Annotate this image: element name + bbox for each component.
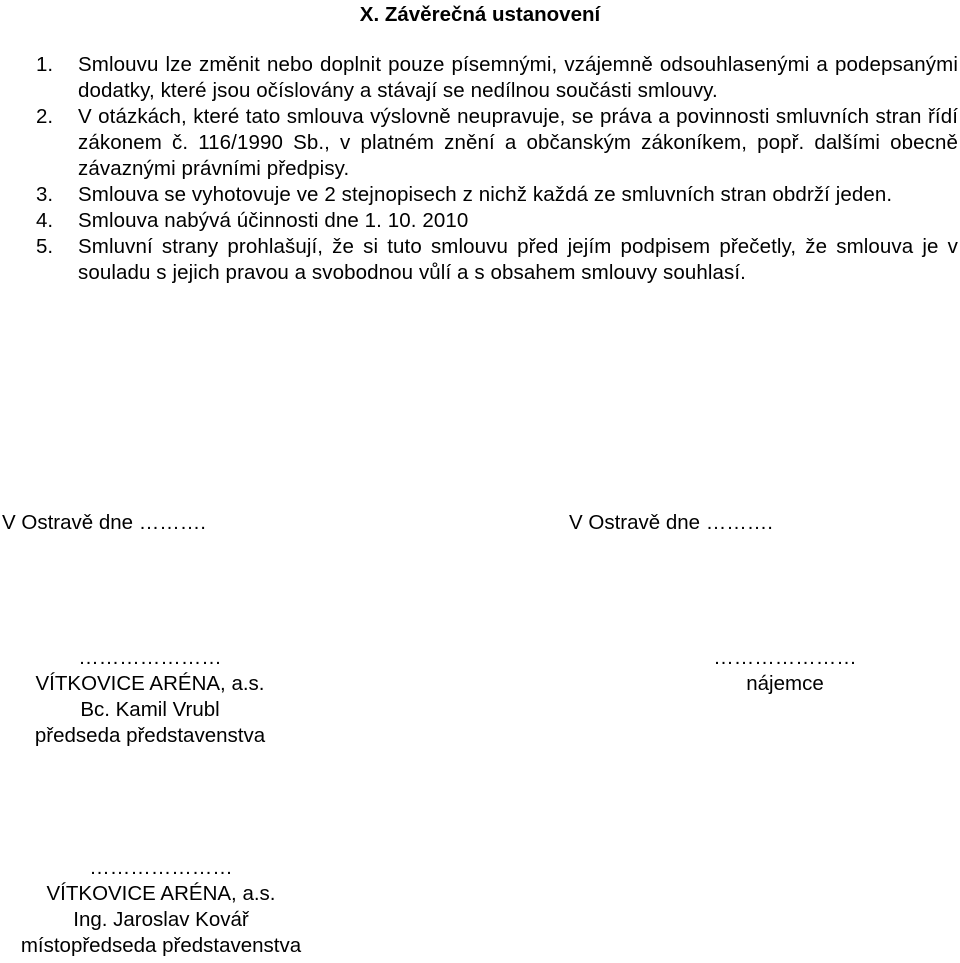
clause-text: V otázkách, které tato smlouva výslovně neupravuje, se práva a povinnosti smluvních stran řídí zákonem č. 116/1990 Sb., v platném znění a občanským zákoníkem, popř. dalšími obecně závaznými právními předpisy. xyxy=(78,105,958,180)
clause-item xyxy=(36,208,958,234)
signatory-name: Bc. Kamil Vrubl xyxy=(80,698,220,721)
signature-block-bottom xyxy=(0,855,322,959)
signatory-organization: VÍTKOVICE ARÉNA, a.s. xyxy=(46,882,276,905)
clause-item xyxy=(36,182,958,208)
clause-item xyxy=(36,234,958,286)
signatory-role: nájemce xyxy=(746,672,824,695)
clause-text: Smlouva nabývá účinnosti dne 1. 10. 2010 xyxy=(78,209,469,232)
clause-text: Smlouva se vyhotovuje ve 2 stejnopisech z nichž každá ze smluvních stran obdrží jeden. xyxy=(78,183,893,206)
signatory-organization: VÍTKOVICE ARÉNA, a.s. xyxy=(35,672,265,695)
clause-number: 5. xyxy=(36,235,54,258)
clause-number: 3. xyxy=(36,183,54,206)
clause-text: Smluvní strany prohlašují, že si tuto smlouvu před jejím podpisem přečetly, že smlouva je v souladu s jejich pravou a svobodnou vůlí a s obsahem smlouvy souhlasí. xyxy=(78,235,958,284)
signature-block-left xyxy=(0,645,300,749)
clause-text: Smlouvu lze změnit nebo doplnit pouze písemnými, vzájemně odsouhlasenými a podepsanými dodatky, které jsou očíslovány a stávají se nedílnou součásti smlouvy. xyxy=(78,53,958,102)
clause-number: 1. xyxy=(36,53,54,76)
signature-line: ………………… xyxy=(89,856,233,879)
signatory-name: Ing. Jaroslav Kovář xyxy=(73,908,249,931)
signature-line: ………………… xyxy=(78,646,222,669)
clause-number: 4. xyxy=(36,209,54,232)
clause-item xyxy=(36,104,958,182)
clause-list xyxy=(36,52,958,286)
signatory-role: předseda představenstva xyxy=(34,724,266,747)
signature-block-right xyxy=(640,645,930,697)
section-heading: X. Závěrečná ustanovení xyxy=(359,3,601,26)
place-date-right: V Ostravě dne ………. xyxy=(569,511,773,534)
signature-line: ………………… xyxy=(713,646,857,669)
place-date-left: V Ostravě dne ………. xyxy=(2,511,206,534)
signatory-role: místopředseda představenstva xyxy=(20,934,302,957)
clause-number: 2. xyxy=(36,105,54,128)
clause-item xyxy=(36,52,958,104)
